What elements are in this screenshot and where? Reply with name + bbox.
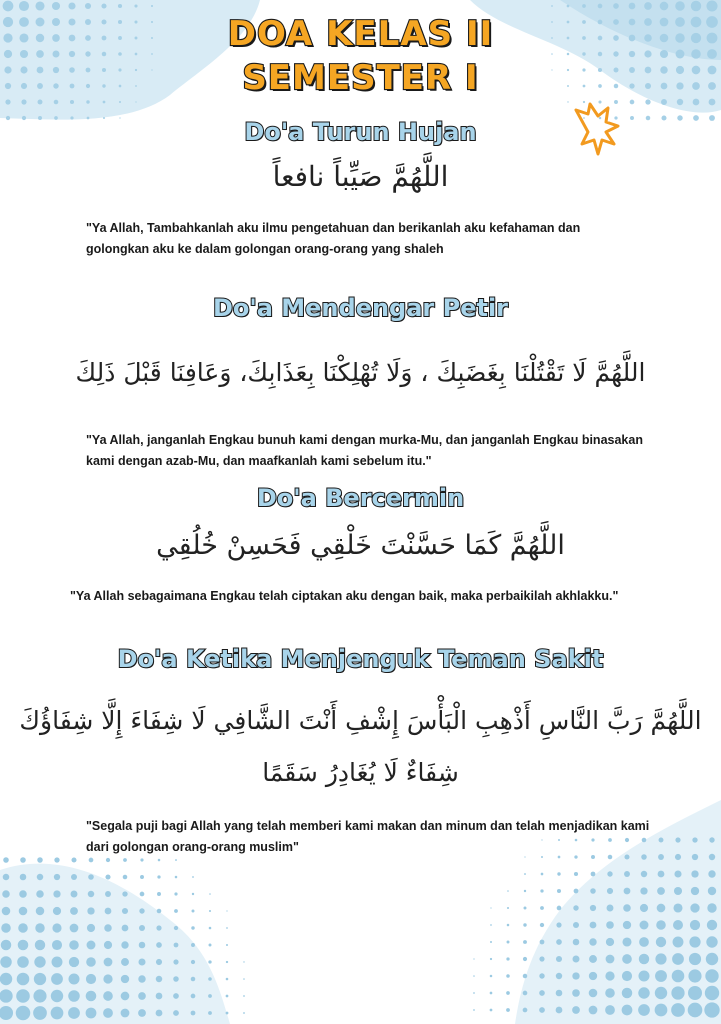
- arabic-text-menjenguk-sakit-line2: شِفَاءٌ لَا يُغَادِرُ سَقَمًا: [262, 758, 459, 787]
- section-heading-menjenguk-sakit: Do'a Ketika Menjenguk Teman Sakit: [117, 645, 604, 673]
- section-heading-bercermin: Do'a Bercermin: [256, 484, 465, 512]
- spark-doodle-icon: [568, 100, 628, 160]
- page-title-line2: SEMESTER I: [242, 58, 479, 98]
- page-title-line1: DOA KELAS II: [227, 14, 494, 54]
- arabic-text-menjenguk-sakit-line1: اللَّهُمَّ رَبَّ النَّاسِ أَذْهِبِ الْبَأْسَ إِشْفِ أَنْتَ الشَّافِي لَا شِفَاءَ إِلَّا شِفَاؤُكَ: [19, 706, 702, 735]
- arabic-text-mendengar-petir: اللَّهُمَّ لَا تَقْتُلْنَا بِغَضَبِكَ ، وَلَا تُهْلِكْنَا بِعَذَابِكَ، وَعَافِنَا قَبْلَ ذَلِكَ: [75, 358, 646, 387]
- translation-turun-hujan: "Ya Allah, Tambahkanlah aku ilmu pengetahuan dan berikanlah aku kefahaman dan golongkan aku ke dalam golongan orang-orang yang shaleh: [86, 221, 581, 256]
- section-heading-mendengar-petir: Do'a Mendengar Petir: [212, 294, 509, 322]
- translation-menjenguk-sakit: "Segala puji bagi Allah yang telah memberi kami makan dan minum dan telah menjadikan kami dari golongan orang-orang muslim": [86, 819, 650, 854]
- section-heading-turun-hujan: Do'a Turun Hujan: [244, 118, 477, 146]
- translation-mendengar-petir: "Ya Allah, janganlah Engkau bunuh kami dengan murka-Mu, dan janganlah Engkau binasakan kami dengan azab-Mu, dan maafkanlah kami sebelum itu.": [86, 433, 643, 468]
- arabic-text-turun-hujan: اللَّهُمَّ صَيِّباً نافعاً: [272, 160, 449, 193]
- translation-bercermin: "Ya Allah sebagaimana Engkau telah ciptakan aku dengan baik, maka perbaikilah akhlakku.": [70, 589, 619, 603]
- arabic-text-bercermin: اللَّهُمَّ كَمَا حَسَّنْتَ خَلْقِي فَحَسِنْ خُلُقِي: [156, 530, 565, 561]
